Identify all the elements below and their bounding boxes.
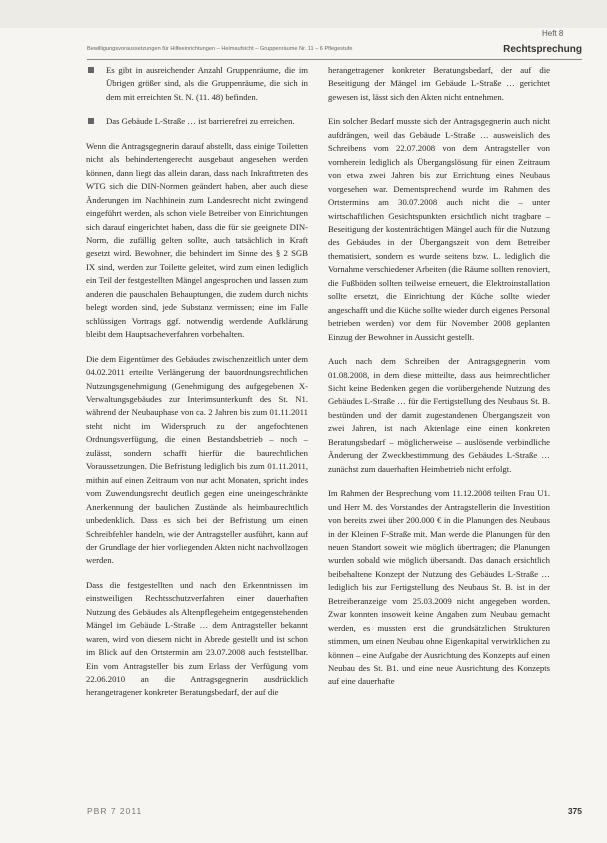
header-rule bbox=[87, 59, 582, 60]
section-title: Rechtsprechung bbox=[503, 44, 582, 55]
running-subtitle: Bewilligungsvoraussetzungen für Hilfeeinrichtungen – Heimaufsicht – Gruppenräume Nr. 11 – 6 Pflegestufe bbox=[87, 46, 353, 52]
body-paragraph: Ein solcher Bedarf musste sich der Antragsgegnerin auch nicht aufdrängen, weil das Gebäude L-Straße … ausweislich des Schreibens vom 22.07.2008 von dem Antragsteller von vornherein lediglich als Übergangslösung für einen Zeitraum von etwa zwei Jahren bis zur Errichtung eines Neubaus vorgesehen war. Dementsprechend wurde im Rahmen des Ortstermins am 30.07.2008 auch nicht die – unter wirtschaftlichen Gesichtspunkten ersichtlich nicht tragbare – Beseitigung der kostenträchtigen Mängel auch für die Nutzung des Gebäudes in der Übergangszeit von dem Betreiber thematisiert, sondern es wurde seitens bzw. L. lediglich die Vornahme verschiedener Arbeiten (die Räume sollten renoviert, die Fußböden sollten teilweise erneuert, die Elektroinstallation sollte ersetzt, die Einrichtung der Küche sollte wieder angeschafft und die Küche sollte wieder durch eigenes Personal betrieben werden) vor dem für November 2008 geplanten Einzug der Bewohner in Aussicht gestellt. bbox=[328, 116, 550, 342]
square-bullet-icon bbox=[88, 118, 94, 124]
page-footer bbox=[87, 806, 582, 820]
body-paragraph: Die dem Eigentümer des Gebäudes zwischenzeitlich unter dem 04.02.2011 erteilte Verlängerung der bauordnungsrechtlichen Nutzungsgenehmigung (Genehmigung des aufgegebenen X-Verwaltungsgebäudes zur Interimsunterkunft des St. N1. während der Neubauphase von ca. 2 Jahren bis zum 01.11.2011 steht nicht im Widerspruch zu der angefochtenen Ordnungsverfügung, die einen Bestandsbetrieb – noch – zulässt, sondern schafft hierfür die baurechtlichen Voraussetzungen. Die Befristung lediglich bis zum 01.11.2011, mithin auf einen Zeitraum von nur acht Monaten, spricht indes vom Zuwendungsrecht deutlich gegen eine uneingeschränkte Anerkennung der baulichen Zustände als heimbaurechtlich unbedenklich. Dass es sich bei der Befristung um einen Schreibfehler handeln, wie der Antragsteller ausführt, kann auf der Grundlage der hier vorliegenden Akten nicht nachvollzogen werden. bbox=[86, 353, 308, 566]
body-paragraph: Im Rahmen der Besprechung vom 11.12.2008 teilten Frau U1. und Herr M. des Vorstandes der Antragstellerin die Investition von bereits zwei über 200.000 € in die Planungen des Neubaus in der Kleinen F-Straße mit. Man werde die Planungen für den neuen Standort soweit wie möglich übertragen; die Planungen wurden sobald wie möglich übersandt. Das danach ersichtlich beibehaltene Konzept der Nutzung des Gebäudes L-Straße … lediglich bis zur Fertigstellung des Neubaus St. B. ist in der Betreiberanzeige vom 25.03.2009 nicht angegeben worden. Zwar konnten insoweit keine Angaben zum Neubau gemacht werden, es mussten erst die grundsätzlichen Strukturen stimmen, um einen Neubau ohne Eigenkapital verwirklichen zu können – eine Aufgabe der Ausrichtung des Konzepts auf einen Neubau des St. B1. und eine neue Ausrichtung des Konzepts auf eine dauerhafte bbox=[328, 488, 550, 687]
top-band bbox=[0, 0, 607, 28]
square-bullet-icon bbox=[88, 67, 94, 73]
body-paragraph: Auch nach dem Schreiben der Antragsgegnerin vom 01.08.2008, in dem diese mitteilte, dass aus heimrechtlicher Sicht keine Bedenken gegen die vorübergehende Nutzung des Gebäudes L-Straße … für die Fertigstellung des Neubaus St. B. bestünden und der damit zugestandenen Übergangszeit von zwei Jahren, ist nach Aktenlage eine einen konkreten Beratungsbedarf – möglicherweise – auslösende verbindliche Änderung der Zweckbestimmung des Gebäudes L-Straße … zunächst zum dauerhaften Heimbetrieb nicht erfolgt. bbox=[328, 356, 550, 474]
right-column bbox=[328, 64, 550, 700]
bullet-item bbox=[86, 64, 308, 104]
bullet-text: Das Gebäude L-Straße … ist barrierefrei zu erreichen. bbox=[106, 116, 295, 127]
journal-label: PBR 7 2011 bbox=[87, 806, 143, 816]
running-header bbox=[87, 44, 582, 58]
body-paragraph: Wenn die Antragsgegnerin darauf abstellt, dass einige Toiletten nicht als behindertengerecht ausgebaut angesehen werden können, dann liegt das allein daran, dass nach Inkrafttreten des WTG sich die DIN-Normen geändert haben, aber auch diese Änderungen im Nachhinein zum Landesrecht nicht zwingend eingeführt werden, als schon viele Betreiber von Einrichtungen sich darauf eingerichtet haben, dass die für sie geeignete DIN-Norm, die zufällig gelten sollte, auch tatsächlich in Kraft gesetzt wird. Bewohner, die behindert im Sinne des § 2 SGB IX sind, werden zur Toilette geleitet, wird zum einen lediglich ein Teil der festgestellten Mängel angesprochen und lassen zum anderen die pauschalen Behauptungen, die zudem durch nichts belegt worden sind, jede Substanz vermissen; eine im Falle schlüssigen Vortrags ggf. notwendig werdende Aufklärung bleibt dem Hauptsacheverfahren vorbehalten. bbox=[86, 140, 308, 340]
body-paragraph: Dass die festgestellten und nach den Erkenntnissen im einstweiligen Rechtsschutzverfahren einer dauerhaften Nutzung des Gebäudes als Altenpflegeheim entgegenstehenden Mängel im Gebäude L-Straße … dem Antragsteller bekannt waren, wird von diesem nicht in Abrede gestellt und ist schon im Blick auf den Ortstermin am 23.07.2008 auch feststellbar. Ein vom Antragsteller bis zum Erlass der Verfügung vom 22.06.2010 an die Antragsgegnerin ausdrücklich herangetragener konkreter Beratungsbedarf, der auf die bbox=[86, 579, 308, 698]
body-paragraph: herangetragener konkreter Beratungsbedarf, der auf die Beseitigung der Mängel im Gebäude L-Straße … gerichtet gewesen ist, lässt sich den Akten nicht entnehmen. bbox=[328, 65, 550, 102]
bullet-text: Es gibt in ausreichender Anzahl Gruppenräume, die im Übrigen größer sind, als die Gruppenräume, die sich in dem mit erreichten St. N. (11. 48) befinden. bbox=[106, 65, 308, 102]
bullet-item bbox=[86, 115, 308, 128]
left-column bbox=[86, 64, 308, 711]
page-number: 375 bbox=[567, 806, 582, 816]
issue-label: Heft 8 bbox=[542, 29, 564, 38]
